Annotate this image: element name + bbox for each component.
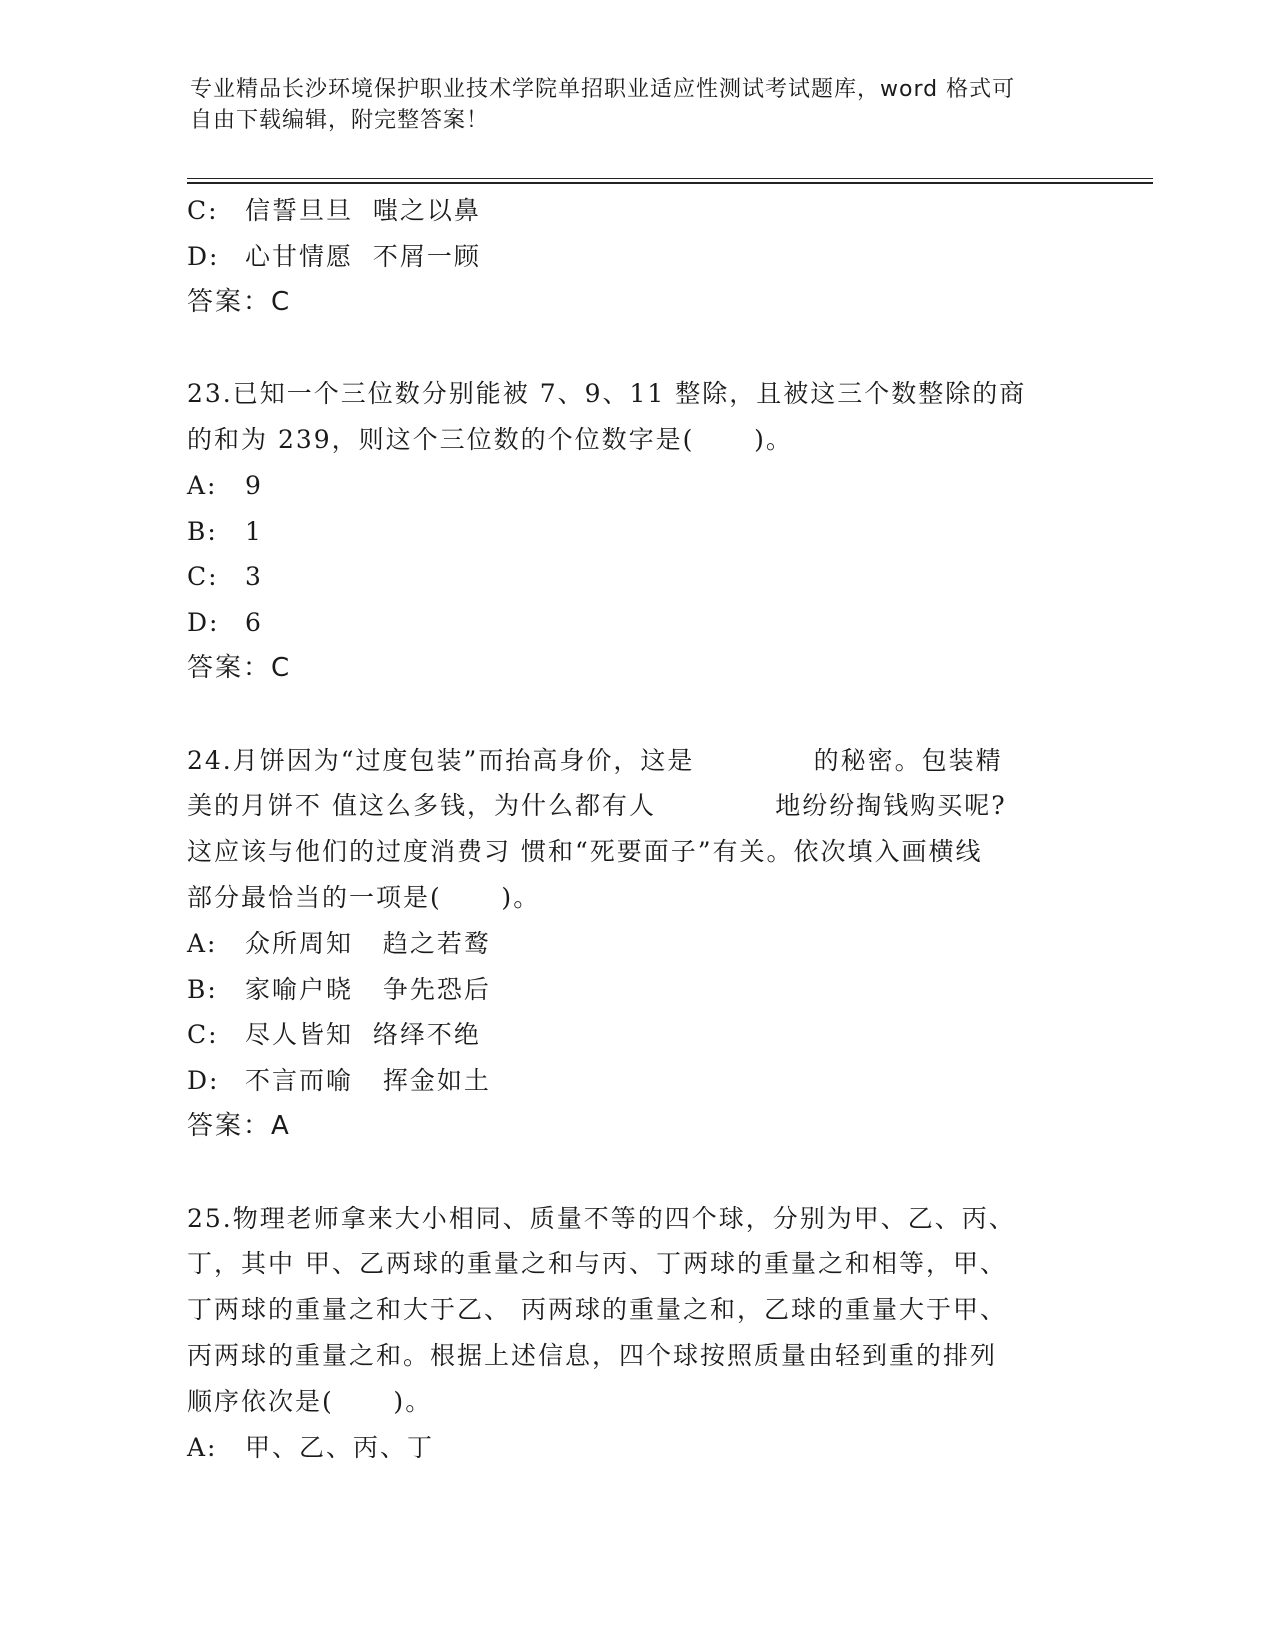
option-letter: D: (187, 1066, 220, 1096)
option-letter: A: (187, 928, 218, 958)
option-b (187, 509, 1087, 555)
answer-line: 答案：C (187, 286, 292, 317)
spacer (187, 692, 1087, 738)
answer-line: 答案：C (187, 652, 292, 683)
document-header (190, 74, 1070, 136)
option-b (187, 967, 1087, 1013)
option-letter: B: (187, 974, 218, 1004)
spacer (187, 1150, 1087, 1196)
option-text: 甲、乙、丙、丁 (245, 1432, 435, 1462)
option-letter: C: (187, 562, 219, 592)
option-text: 1 (245, 516, 263, 546)
question-23 (187, 371, 1087, 692)
option-text: 6 (245, 608, 263, 638)
option-text: 信誓旦旦 嗤之以鼻 (245, 196, 481, 225)
header-rule-thin (187, 178, 1153, 179)
header-rule-thick (187, 182, 1153, 184)
question-text-line: 24.月饼因为“过度包装”而抬高身价，这是 的秘密。包装精 (187, 745, 1003, 775)
question-24 (187, 738, 1087, 1150)
option-letter: A: (187, 1432, 218, 1462)
answer-line: 答案：A (187, 1110, 291, 1141)
question-text-line: 丁，其中 甲、乙两球的重量之和与丙、丁两球的重量之和相等，甲、 (187, 1249, 1007, 1279)
option-text: 家喻户晓 争先恐后 (245, 974, 491, 1004)
question-text-line: 部分最恰当的一项是( )。 (187, 882, 541, 912)
option-d (187, 600, 1087, 646)
question-text-line: 丙两球的重量之和。根据上述信息，四个球按照质量由轻到重的排列 (187, 1340, 998, 1370)
question-text-line: 的和为 239，则这个三位数的个位数字是( )。 (187, 424, 793, 454)
question-text-line: 美的月饼不 值这么多钱，为什么都有人 地纷纷掏钱购买呢? (187, 791, 1007, 821)
option-text: 众所周知 趋之若鹜 (245, 928, 491, 958)
option-letter: C: (187, 196, 219, 225)
option-text: 9 (245, 470, 263, 500)
option-text: 3 (245, 562, 263, 592)
document-body (187, 188, 1087, 1470)
question-text-line: 这应该与他们的过度消费习 惯和“死要面子”有关。依次填入画横线 (187, 837, 983, 867)
option-d (187, 234, 1087, 280)
option-text: 心甘情愿 不屑一顾 (245, 241, 481, 271)
question-25 (187, 1196, 1087, 1471)
option-c (187, 554, 1087, 600)
option-letter: B: (187, 516, 218, 546)
question-22-tail (187, 188, 1087, 325)
question-text-line: 丁两球的重量之和大于乙、 丙两球的重量之和，乙球的重量大于甲、 (187, 1295, 1007, 1325)
option-d (187, 1058, 1087, 1104)
option-text: 尽人皆知 络绎不绝 (245, 1020, 481, 1050)
question-text-line: 25.物理老师拿来大小相同、质量不等的四个球，分别为甲、乙、丙、 (187, 1203, 1016, 1233)
option-a (187, 463, 1087, 509)
option-text: 不言而喻 挥金如土 (245, 1066, 491, 1096)
option-a (187, 921, 1087, 967)
option-letter: D: (187, 608, 220, 638)
spacer (187, 325, 1087, 371)
option-letter: A: (187, 470, 218, 500)
question-text-line: 顺序依次是( )。 (187, 1386, 433, 1416)
option-letter: C: (187, 1020, 219, 1050)
question-text-line: 23.已知一个三位数分别能被 7、9、11 整除，且被这三个数整除的商 (187, 379, 1027, 409)
option-c (187, 188, 1087, 234)
option-letter: D: (187, 241, 220, 271)
header-line-2: 自由下载编辑，附完整答案！ (190, 108, 490, 133)
option-a (187, 1425, 1087, 1471)
option-c (187, 1012, 1087, 1058)
header-line-1: 专业精品长沙环境保护职业技术学院单招职业适应性测试考试题库，word 格式可 (190, 77, 1016, 102)
